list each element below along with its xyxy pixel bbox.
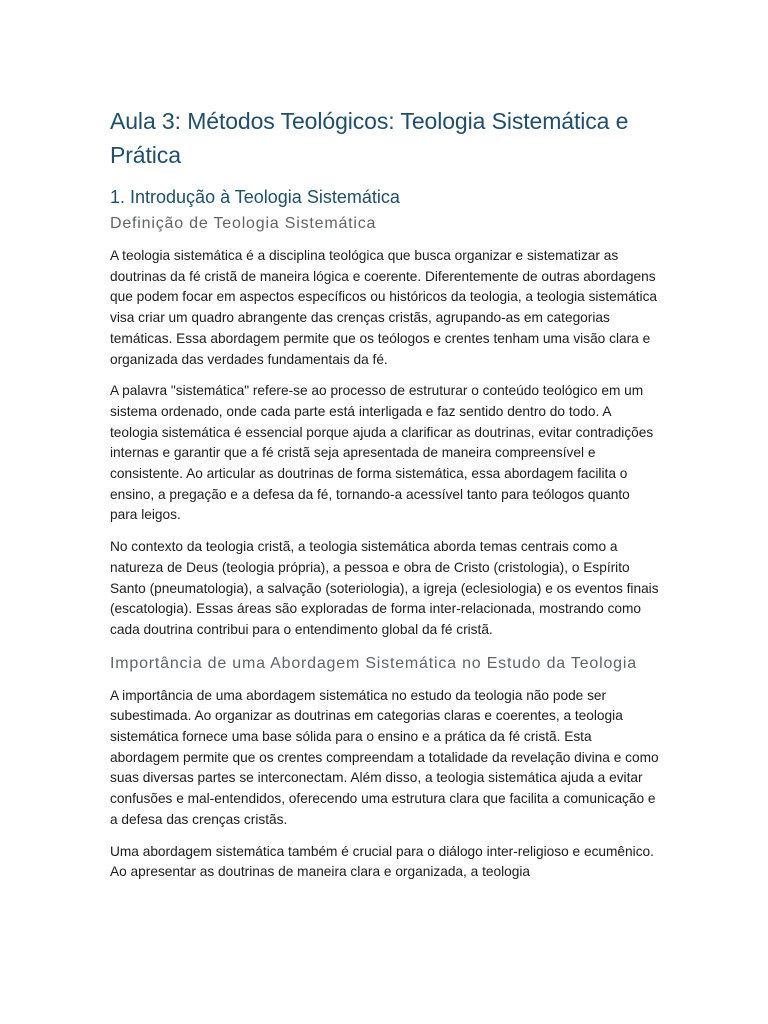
paragraph: A teologia sistemática é a disciplina teológica que busca organizar e sistematizar as doutrinas da fé cristã de maneira lógica e coerente. Diferentemente de outras abordagens que podem focar em aspectos específicos ou históricos da teologia, a teologia sistemática visa criar um quadro abrangente das crenças cristãs, agrupando-as em categorias temáticas. Essa abordagem permite que os teólogos e crentes tenham uma visão clara e organizada das verdades fundamentais da fé. — [110, 248, 658, 367]
subheading-definition: Definição de Teologia Sistemática — [110, 215, 377, 232]
document-content — [110, 104, 660, 894]
paragraph: No contexto da teologia cristã, a teologia sistemática aborda temas centrais como a natureza de Deus (teologia própria), a pessoa e obra de Cristo (cristologia), o Espírito Santo (pneumatologia), a salvação (soteriologia), a igreja (eclesiologia) e os eventos finais (escatologia). Essas áreas são exploradas de forma inter-relacionada, mostrando como cada doutrina contribui para o entendimento global da fé cristã. — [110, 539, 659, 637]
subheading-importance: Importância de uma Abordagem Sistemática no Estudo da Teologia — [110, 654, 637, 672]
section-heading: 1. Introdução à Teologia Sistemática — [110, 187, 400, 207]
document-title: Aula 3: Métodos Teológicos: Teologia Sistemática e Prática — [110, 108, 629, 168]
paragraph: A palavra "sistemática" refere-se ao processo de estruturar o conteúdo teológico em um sistema ordenado, onde cada parte está interligada e faz sentido dentro do todo. A teologia sistemática é essencial porque ajuda a clarificar as doutrinas, evitar contradições internas e garantir que a fé cristã seja apresentada de maneira compreensível e consistente. Ao articular as doutrinas de forma sistemática, essa abordagem facilita o ensino, a pregação e a defesa da fé, tornando-a acessível tanto para teólogos quanto para leigos. — [110, 383, 654, 523]
paragraph: A importância de uma abordagem sistemática no estudo da teologia não pode ser subestimada. Ao organizar as doutrinas em categorias claras e coerentes, a teologia sistemática fornece uma base sólida para o ensino e a prática da fé cristã. Esta abordagem permite que os crentes compreendam a totalidade da revelação divina e como suas diversas partes se interconectam. Além disso, a teologia sistemática ajuda a evitar confusões e mal-entendidos, oferecendo uma estrutura clara que facilita a comunicação e a defesa das crenças cristãs. — [110, 687, 659, 827]
paragraph: Uma abordagem sistemática também é crucial para o diálogo inter-religioso e ecumênico. Ao apresentar as doutrinas de maneira clara e organizada, a teologia — [110, 843, 654, 880]
